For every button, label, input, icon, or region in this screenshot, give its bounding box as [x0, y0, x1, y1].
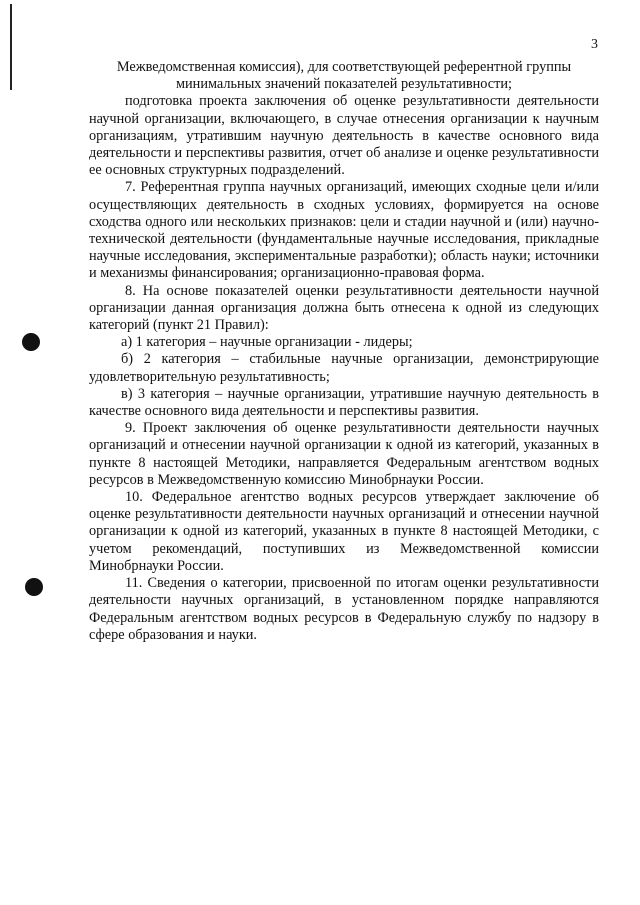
punch-hole-mark: [25, 578, 43, 596]
paragraph-continuation: Межведомственная комиссия), для соответствующей референтной группы минимальных значений показателей результативности;: [116, 59, 572, 93]
paragraph-item-8: 8. На основе показателей оценки результативности деятельности научной организации данная организация должна быть отнесена к одной из следующих категорий (пункт 21 Правил):: [89, 282, 599, 334]
category-item-a: а) 1 категория – научные организации - лидеры;: [121, 334, 413, 351]
category-item-c: в) 3 категория – научные организации, утратившие научную деятельность в качестве основного вида деятельности и перспективы развития.: [89, 385, 599, 420]
document-body: [89, 59, 599, 644]
page-number: 3: [591, 37, 598, 52]
punch-hole-mark: [22, 333, 40, 351]
paragraph-item-11: 11. Сведения о категории, присвоенной по итогам оценки результативности деятельности научных организаций, в установленном порядке направляются Федеральным агентством водных ресурсов в Федеральную службу по надзору в сфере образования и науки.: [89, 575, 599, 643]
paragraph-subitem-draft: подготовка проекта заключения об оценке результативности деятельности научной организации, включающего, в случае отнесения организации к научным организациям, утратившим научную деятельность в качестве основного вида деятельности и перспективы развития, отчет об анализе и оценке результативности ее основных структурных подразделений.: [89, 93, 599, 179]
category-item-b: б) 2 категория – стабильные научные организации, демонстрирующие удовлетворительную результативность;: [89, 351, 599, 385]
paragraph-item-7: 7. Референтная группа научных организаций, имеющих сходные цели и/или осуществляющих деятельность в сходных условиях, формируется на основе сходства одного или нескольких признаков: цели и стадии научной и (или) научно-технической деятельности (фундаментальные научные исследования, прикладные научные исследования, экспериментальные разработки); область науки; источники и механизмы финансирования; организационно-правовая форма.: [89, 179, 599, 282]
scan-edge-line: [10, 4, 12, 90]
paragraph-item-9: 9. Проект заключения об оценке результативности деятельности научных организаций и отнесении научной организации к одной из категорий, указанных в пункте 8 настоящей Методики, направляется Федеральным агентством водных ресурсов в Межведомственную комиссию Минобрнауки России.: [89, 420, 599, 488]
paragraph-item-10: 10. Федеральное агентство водных ресурсов утверждает заключение об оценке результативности деятельности научных организаций и отнесении научной организации к одной из категорий, указанных в пункте 8 настоящей Методики, с учетом рекомендаций, поступивших из Межведомственной комиссии Минобрнауки России.: [89, 489, 599, 574]
